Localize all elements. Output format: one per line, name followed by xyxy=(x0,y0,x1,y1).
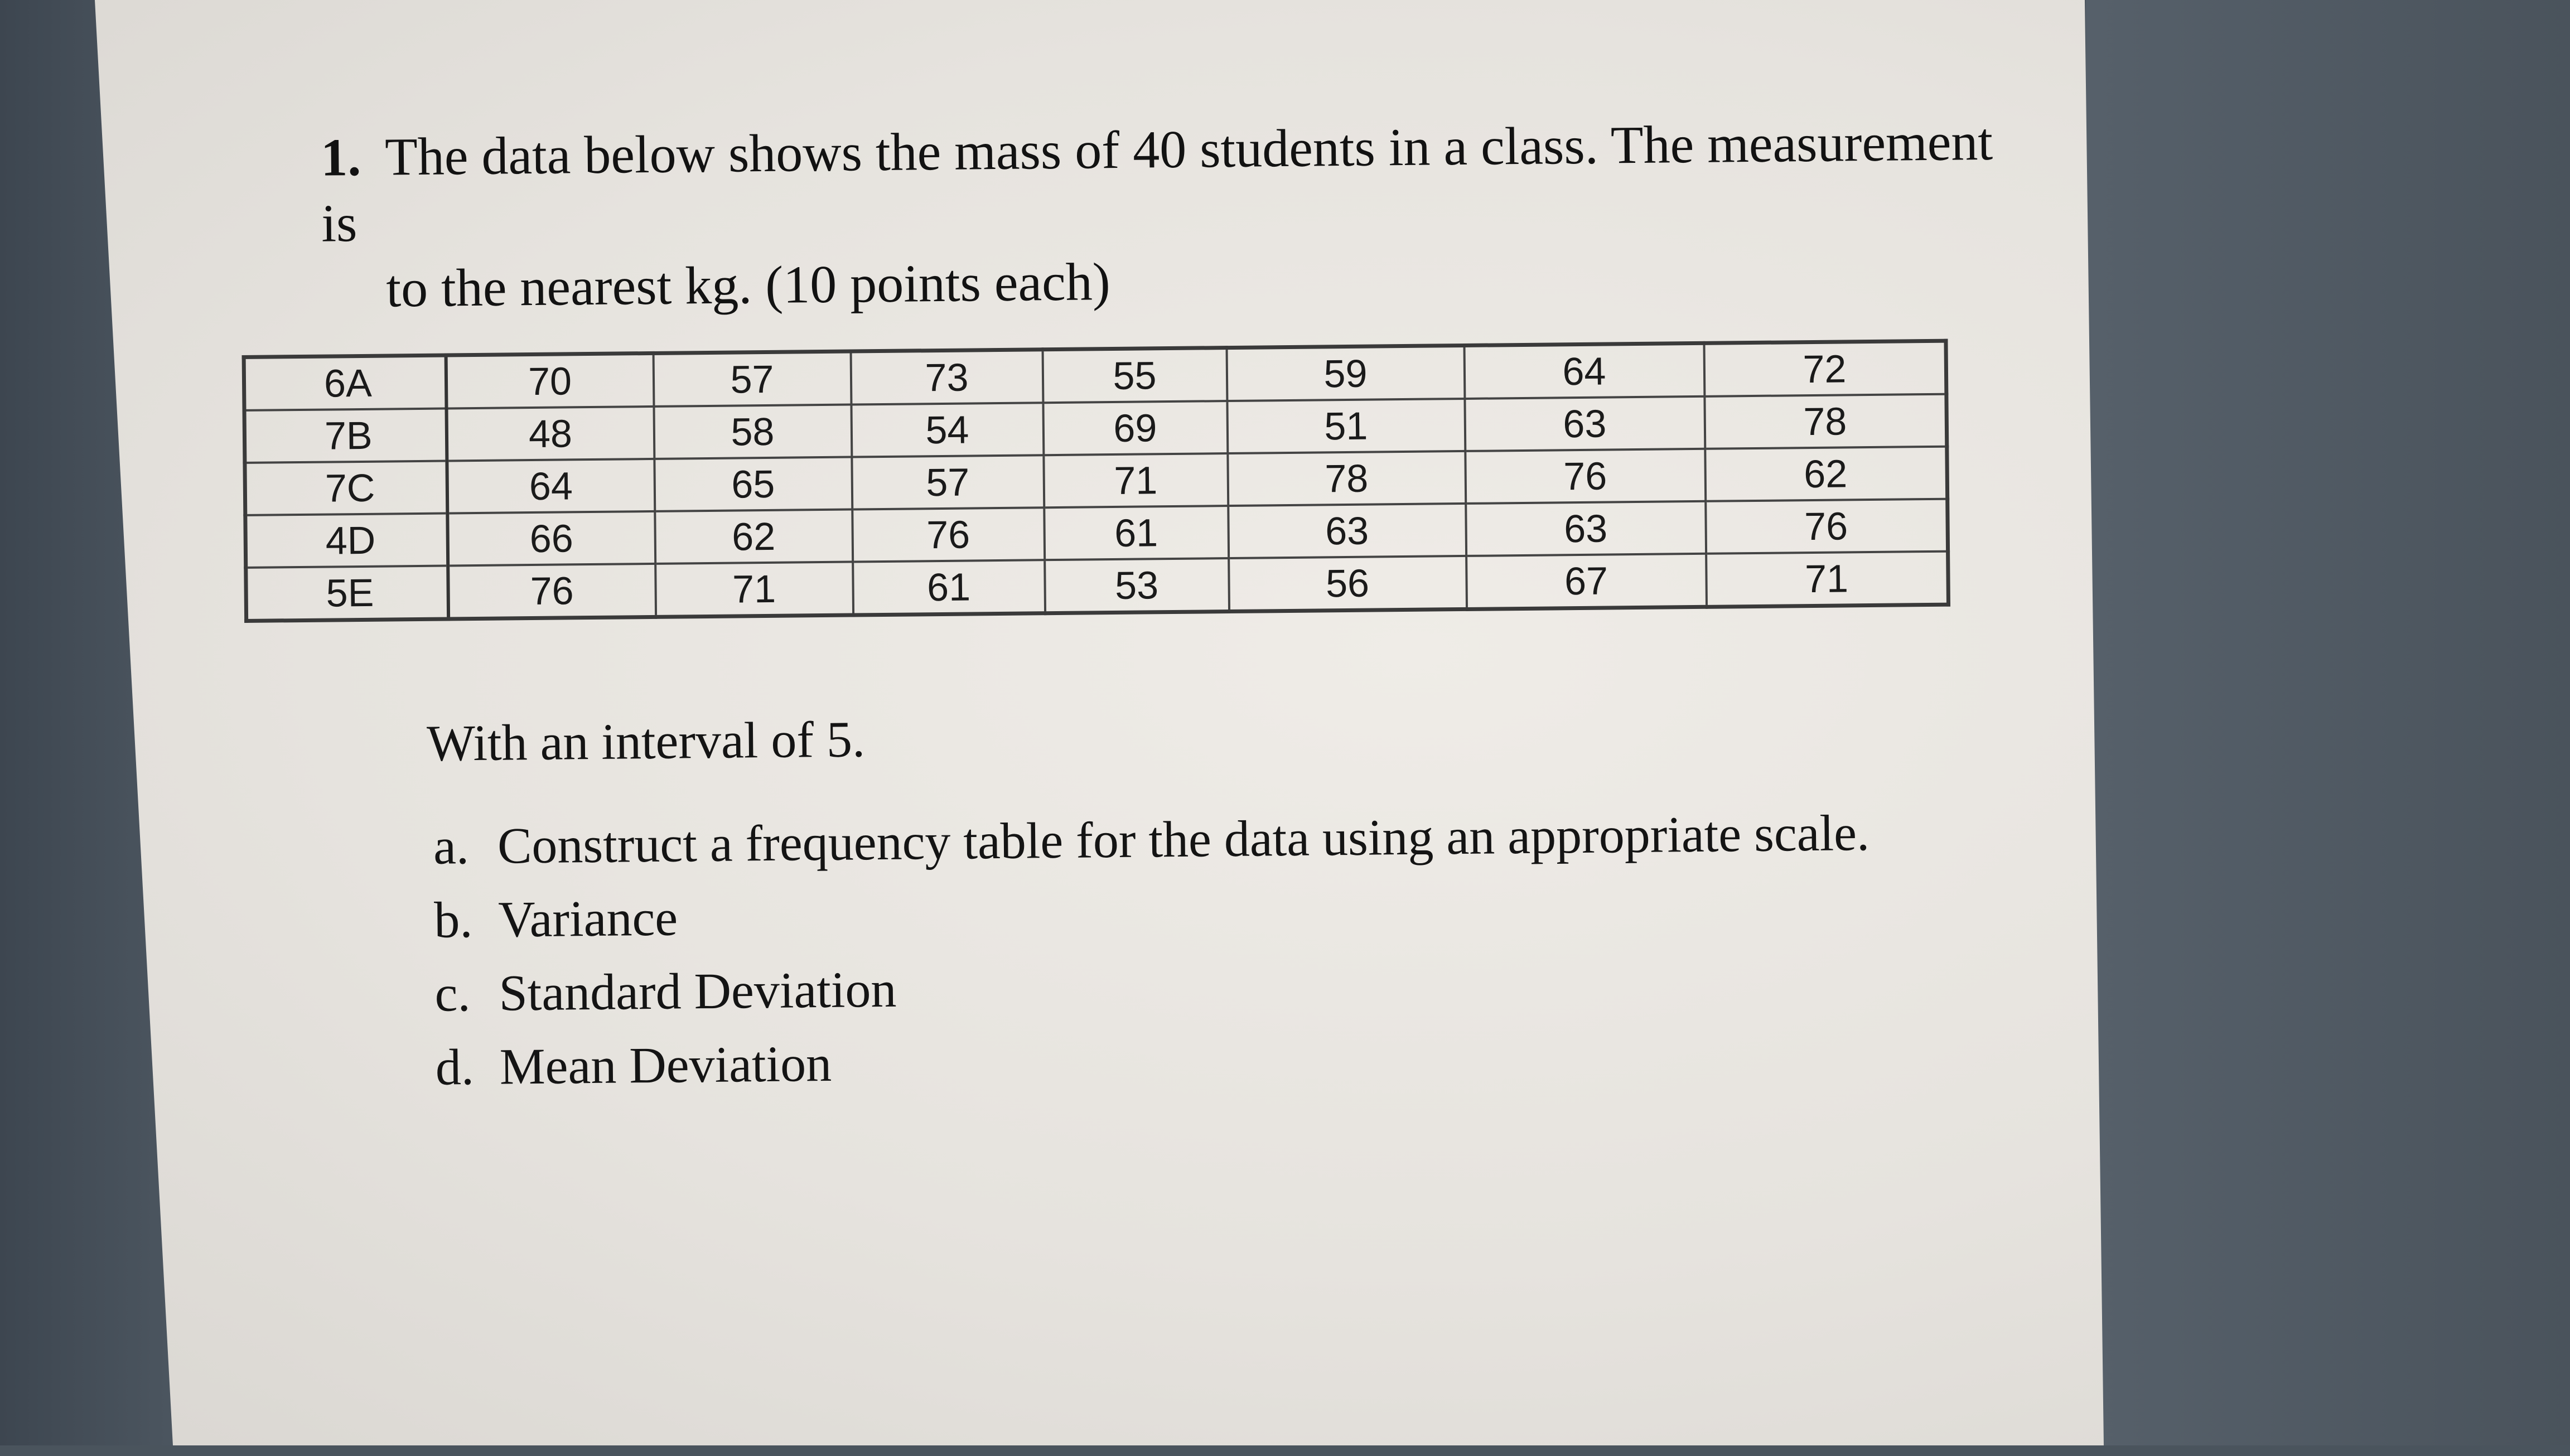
question-line-1 xyxy=(321,108,2017,256)
table-cell: 63 xyxy=(1466,501,1706,556)
table-cell: 70 xyxy=(446,353,654,408)
table-cell: 57 xyxy=(852,455,1044,509)
table-cell: 62 xyxy=(655,510,853,564)
table-cell: 71 xyxy=(1706,552,1948,607)
table-cell: 76 xyxy=(448,564,656,619)
table-cell: 48 xyxy=(446,407,654,461)
table-cell: 57 xyxy=(653,351,851,407)
table-cell: 56 xyxy=(1229,556,1467,612)
table-cell: 71 xyxy=(655,562,853,617)
table-cell: 78 xyxy=(1228,451,1466,506)
subquestion-text: Mean Deviation xyxy=(499,1034,832,1095)
subquestion-text: Standard Deviation xyxy=(499,960,897,1022)
table-cell: 61 xyxy=(853,560,1045,615)
table-cell: 53 xyxy=(1045,558,1229,613)
table-cell: 66 xyxy=(447,511,655,566)
table-cell: 61 xyxy=(1044,506,1229,560)
table-cell: 73 xyxy=(851,350,1043,405)
subquestion-text: Construct a frequency table for the data using an appropriate scale. xyxy=(497,804,1870,874)
subquestion-letter: a. xyxy=(433,818,470,875)
table-cell: 55 xyxy=(1042,348,1227,403)
question-text-line-2: to the nearest kg. (10 points each) xyxy=(385,251,1111,318)
table-cell: 76 xyxy=(852,507,1045,562)
subquestion-text: Variance xyxy=(497,889,678,948)
table-cell: 58 xyxy=(654,405,852,459)
table-cell: 59 xyxy=(1226,345,1465,401)
subquestion-d xyxy=(435,1017,1872,1104)
table-cell: 64 xyxy=(1464,343,1704,399)
table-cell: 72 xyxy=(1704,341,1946,396)
row-label: 7C xyxy=(245,461,447,515)
question-text-line-1: The data below shows the mass of 40 students in a class. The measurement is xyxy=(321,111,1993,253)
subquestion-letter: b. xyxy=(433,891,473,949)
question-1 xyxy=(321,108,2018,322)
table-cell: 67 xyxy=(1466,554,1707,610)
subquestion-a xyxy=(433,796,1869,883)
subquestion-b xyxy=(434,869,1871,957)
interval-instruction: With an interval of 5. xyxy=(426,710,866,772)
table-cell: 65 xyxy=(654,457,852,511)
table-cell: 76 xyxy=(1706,499,1948,554)
table-cell: 69 xyxy=(1043,401,1228,455)
table-cell: 51 xyxy=(1227,399,1465,453)
table-cell: 62 xyxy=(1705,447,1947,501)
row-label: 6A xyxy=(244,355,446,410)
subquestion-letter: c. xyxy=(434,965,471,1022)
table-cell: 71 xyxy=(1044,453,1228,507)
mass-data-table xyxy=(242,339,1950,623)
table-cell: 63 xyxy=(1465,396,1705,451)
table-cell: 63 xyxy=(1228,504,1466,558)
row-label: 4D xyxy=(245,513,448,567)
table-cell: 64 xyxy=(447,459,655,514)
row-label: 5E xyxy=(246,565,448,621)
table-cell: 54 xyxy=(851,403,1044,457)
subquestion-letter: d. xyxy=(435,1038,475,1096)
table-cell: 78 xyxy=(1704,394,1946,449)
row-label: 7B xyxy=(244,408,447,462)
subquestion-list xyxy=(433,796,1872,1104)
table-cell: 76 xyxy=(1465,449,1706,504)
subquestion-c xyxy=(434,943,1871,1031)
question-number: 1. xyxy=(320,127,361,187)
